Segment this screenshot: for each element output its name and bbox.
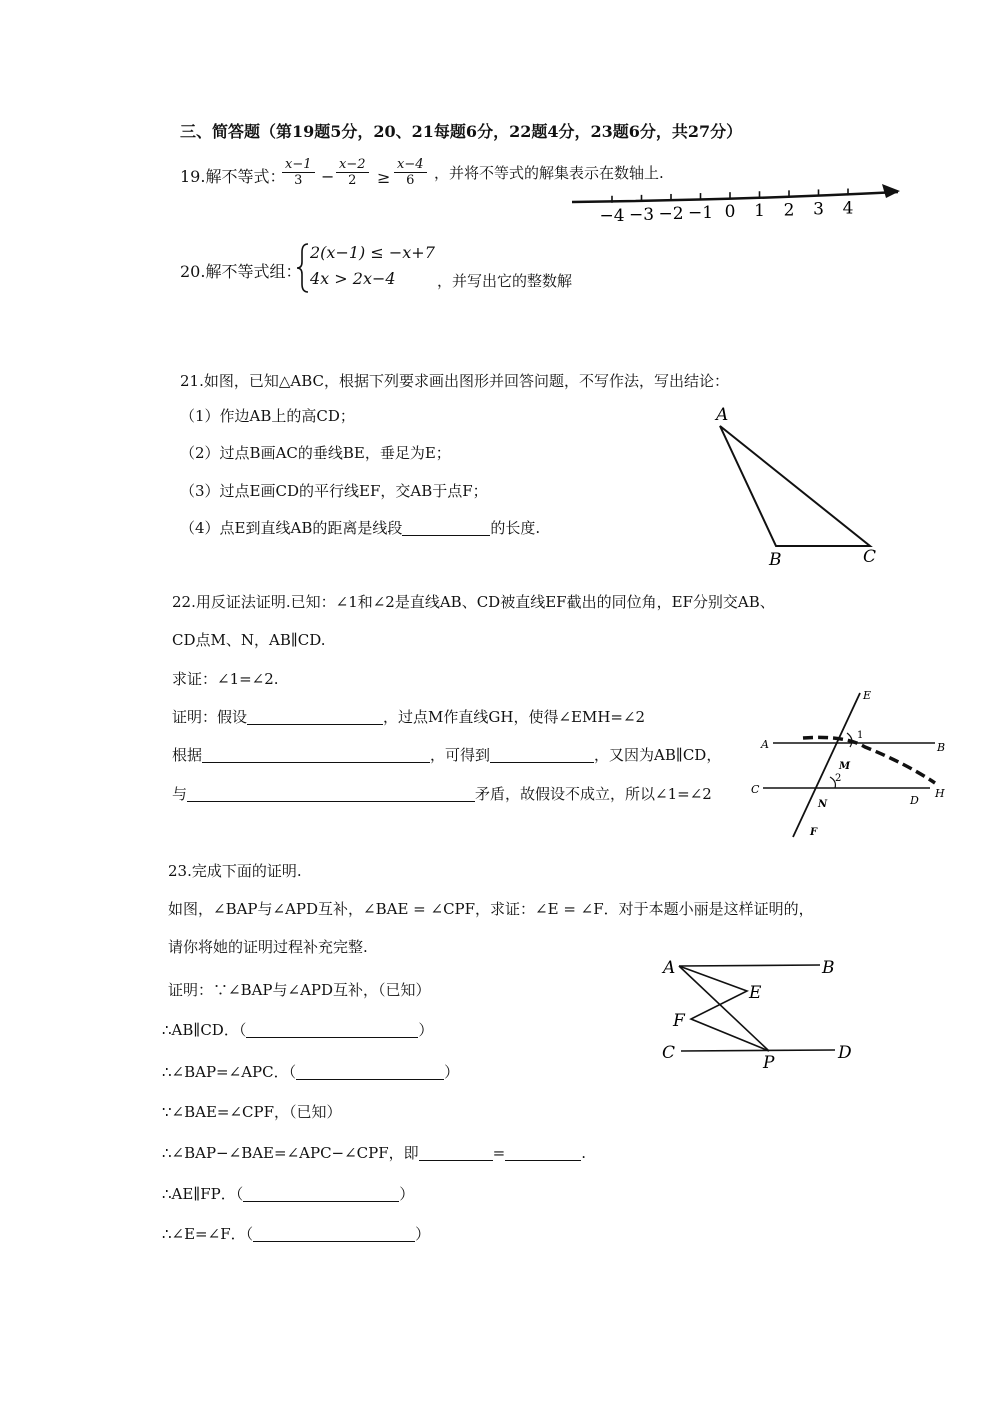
fig23-label-c: C [662, 1043, 676, 1063]
q20-label: 20.解不等式组： [180, 262, 302, 281]
q23-blank-angle-1[interactable] [419, 1144, 493, 1161]
q23-s7-suffix: ） [415, 1225, 431, 1243]
q23-s6-prefix: ∴AE∥FP．（ [162, 1185, 244, 1203]
q22-p2-middle: ，可得到 [430, 746, 491, 764]
number-line-ticks [599, 189, 853, 226]
fig22-label-e: E [863, 689, 872, 702]
number-line-tick-label: −2 [658, 203, 684, 224]
q20-inequality-2: 4x > 2x−4 [310, 269, 396, 288]
q23-step-3 [162, 1062, 459, 1082]
fig23-label-f: F [673, 1011, 685, 1031]
fig22-label-n: N [818, 799, 828, 810]
q22-parallel-lines-figure [751, 685, 955, 840]
triangle-label-a: A [716, 405, 729, 425]
triangle-abc [720, 426, 870, 546]
number-line-tick-label: 1 [754, 201, 765, 222]
q23-blank-reason-4[interactable] [253, 1225, 415, 1242]
q23-step-1: 证明：∵∠BAP与∠APD互补，（已知） [168, 981, 431, 999]
number-line-tick-label: 0 [724, 202, 736, 223]
q22-proof-line-3 [172, 784, 712, 804]
number-line-tick-label: 3 [813, 199, 824, 220]
q23-blank-reason-2[interactable] [296, 1063, 444, 1080]
q22-proof-line-1 [172, 707, 645, 727]
number-line [560, 180, 910, 230]
q21-answer-blank[interactable] [402, 519, 490, 536]
q19-minus: − [321, 167, 335, 186]
q21-stem: 21.如图，已知△ABC，根据下列要求画出图形并回答问题，不写作法，写出结论： [180, 372, 730, 390]
q19-fraction-2 [336, 157, 369, 189]
q23-s7-prefix: ∴∠E=∠F．（ [162, 1225, 254, 1243]
q19-fraction-1-den: 3 [294, 173, 303, 188]
q22-blank-assumption[interactable] [247, 708, 383, 725]
q22-p2-suffix: ，又因为AB∥CD， [594, 746, 722, 764]
fig23-label-b: B [822, 958, 835, 978]
number-line-tick-label: −4 [599, 205, 625, 226]
q21-item-1: （1）作边AB上的高CD； [180, 407, 355, 425]
line-cd [681, 1050, 835, 1051]
q22-p3-suffix: 矛盾，故假设不成立，所以∠1=∠2 [475, 785, 712, 803]
q22-proof-line-2 [172, 745, 721, 765]
q19-fraction-2-num: x−2 [336, 157, 369, 173]
q23-intro-1: 如图，∠BAP与∠APD互补，∠BAE = ∠CPF，求证：∠E = ∠F．对于本题小丽是这样证明的， [168, 900, 814, 918]
q19-tail: ，并将不等式的解集表示在数轴上. [434, 164, 664, 182]
q20-tail: ，并写出它的整数解 [437, 272, 573, 290]
line-ap [679, 966, 769, 1051]
q23-s5-equals: = [492, 1144, 506, 1162]
fig22-label-c: C [751, 783, 760, 796]
q22-p1-prefix: 证明：假设 [172, 708, 248, 726]
q19-fraction-1 [282, 157, 315, 189]
q22-line-2: CD点M、N，AB∥CD. [172, 631, 326, 649]
q23-s2-prefix: ∴AB∥CD．（ [162, 1021, 247, 1039]
q23-blank-angle-2[interactable] [505, 1144, 581, 1161]
fig22-label-h: H [935, 787, 945, 800]
q23-title: 23.完成下面的证明. [168, 862, 302, 880]
q23-s3-suffix: ） [444, 1063, 460, 1081]
q23-s2-suffix: ） [418, 1021, 434, 1039]
q23-step-5 [162, 1143, 586, 1163]
line-gh-dashed [803, 737, 935, 783]
fig23-label-e: E [749, 983, 762, 1003]
q21-item-2: （2）过点B画AC的垂线BE，垂足为E； [180, 444, 451, 462]
q23-blank-reason-1[interactable] [246, 1021, 418, 1038]
number-line-tick-label: 4 [842, 198, 854, 219]
q19-fraction-3 [394, 157, 427, 189]
number-line-tick-label: 2 [783, 200, 795, 221]
q23-figure [655, 950, 865, 1075]
fig22-label-b: B [937, 741, 946, 754]
q23-step-6 [162, 1184, 414, 1204]
q19-label: 19.解不等式： [180, 167, 286, 186]
fig22-label-1: 1 [857, 730, 864, 741]
q23-s5-suffix: . [581, 1144, 587, 1162]
triangle-label-c: C [863, 547, 877, 567]
q21-item-4-suffix: 的长度. [490, 519, 541, 537]
fig22-label-m: M [839, 761, 851, 772]
q21-item-4-prefix: （4）点E到直线AB的距离是线段 [180, 519, 403, 537]
q22-p3-prefix: 与 [172, 785, 188, 803]
fig23-label-a: A [663, 958, 676, 978]
number-line-tick-label: −1 [687, 203, 714, 224]
fig22-label-d: D [910, 794, 919, 807]
q22-line-1: 22.用反证法证明.已知：∠1和∠2是直线AB、CD被直线EF截出的同位角，EF分别交AB、 [172, 593, 775, 611]
q19-geq: ≥ [377, 168, 391, 187]
q21-item-4 [180, 518, 540, 538]
q19-fraction-3-num: x−4 [394, 157, 427, 173]
q21-item-3: （3）过点E画CD的平行线EF，交AB于点F； [180, 482, 488, 500]
q23-step-4: ∵∠BAE=∠CPF，（已知） [162, 1103, 342, 1121]
q23-s5-prefix: ∴∠BAP−∠BAE=∠APC−∠CPF，即 [162, 1144, 419, 1162]
q22-blank-reason[interactable] [202, 746, 430, 763]
q23-s6-suffix: ） [399, 1185, 415, 1203]
fig22-label-2: 2 [835, 773, 842, 784]
q23-step-2 [162, 1020, 433, 1040]
q21-triangle-figure [700, 400, 900, 575]
q23-blank-reason-3[interactable] [243, 1185, 399, 1202]
section-heading: 三、简答题（第19题5分，20、21每题6分，22题4分，23题6分，共27分） [180, 122, 743, 141]
q23-step-7 [162, 1224, 430, 1244]
q23-intro-2: 请你将她的证明过程补充完整. [168, 938, 368, 956]
q22-p1-suffix: ，过点M作直线GH，使得∠EMH=∠2 [383, 708, 646, 726]
line-ab [679, 965, 820, 966]
q22-blank-contradiction[interactable] [187, 785, 475, 802]
q22-goal: 求证：∠1=∠2. [172, 670, 279, 688]
number-line-tick-label: −3 [628, 204, 655, 225]
q19-fraction-1-num: x−1 [282, 157, 315, 173]
fig22-label-a: A [761, 738, 769, 751]
triangle-label-b: B [769, 550, 782, 570]
q22-blank-result[interactable] [490, 746, 594, 763]
fig23-label-p: P [763, 1053, 775, 1073]
q20-brace-icon [296, 242, 310, 294]
fig22-label-f: F [810, 827, 818, 838]
q19-fraction-3-den: 6 [406, 173, 415, 188]
number-line-arrow-icon [882, 184, 900, 198]
q20-inequality-1: 2(x−1) ≤ −x+7 [310, 243, 435, 262]
q22-p2-prefix: 根据 [172, 746, 203, 764]
q23-s3-prefix: ∴∠BAP=∠APC．（ [162, 1063, 297, 1081]
fig23-label-d: D [838, 1043, 852, 1063]
q19-fraction-2-den: 2 [348, 173, 357, 188]
